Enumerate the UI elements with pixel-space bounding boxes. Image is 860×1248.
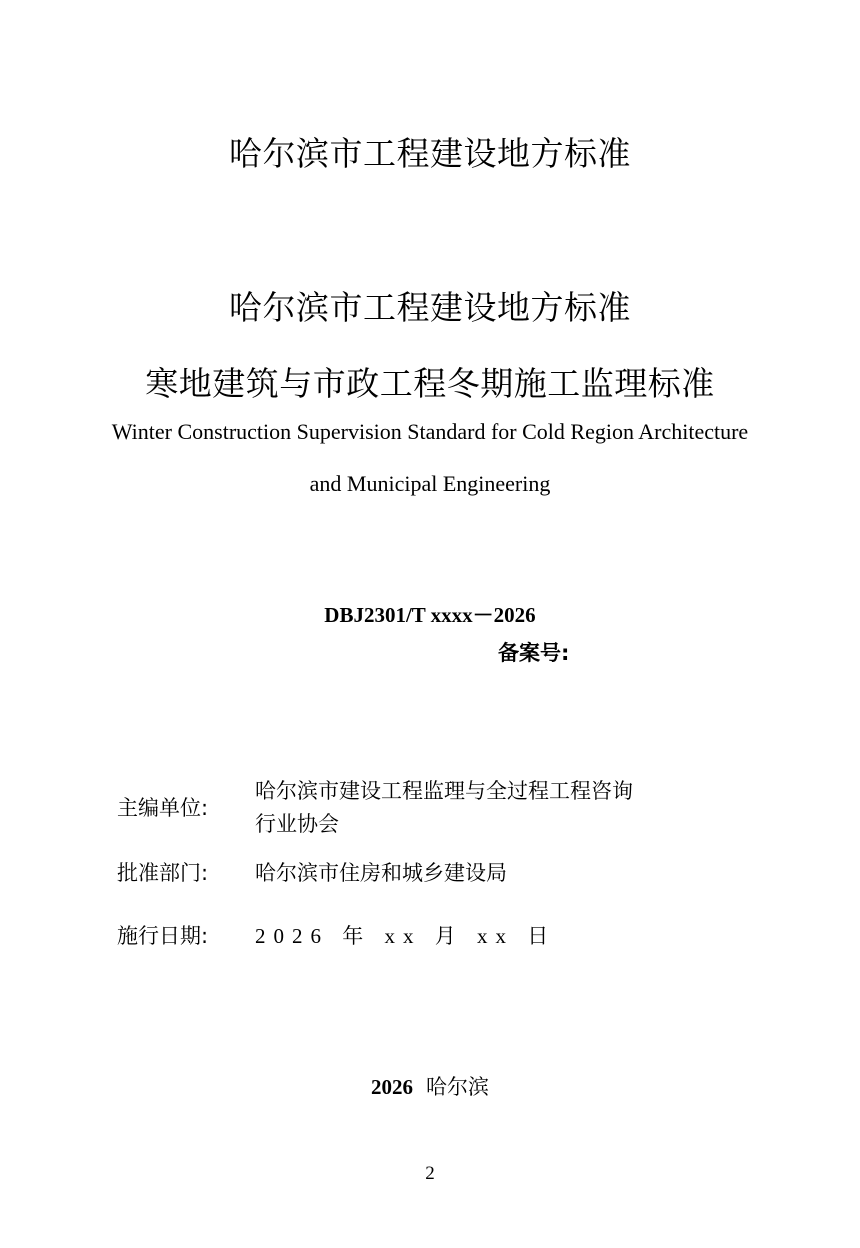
standard-code: DBJ2301/T xxxx－2026 <box>324 603 536 627</box>
footer <box>0 1071 860 1101</box>
standard-title-cn: 寒地建筑与市政工程冬期施工监理标准 <box>145 364 715 403</box>
approver-value: 哈尔滨市住房和城乡建设局 <box>255 861 507 885</box>
main-title: 哈尔滨市工程建设地方标准 <box>229 288 631 327</box>
footer-year: 2026 <box>370 1075 413 1099</box>
editor-value-line1: 哈尔滨市建设工程监理与全过程工程咨询 <box>255 779 633 803</box>
editor-label: 主编单位: <box>117 796 209 820</box>
standard-title-en-line1: Winter Construction Supervision Standard for Cold Region Architecture <box>111 419 749 444</box>
approver-label: 批准部门: <box>117 861 209 885</box>
standard-title-en-line2: and Municipal Engineering <box>309 471 551 496</box>
footer-city: 哈尔滨 <box>426 1075 490 1099</box>
filing-number-label: 备案号: <box>498 641 570 665</box>
date-value: 2026 年 xx 月 xx 日 <box>255 924 557 948</box>
page-number: 2 <box>425 1163 435 1184</box>
date-label: 施行日期: <box>117 924 209 948</box>
header-title: 哈尔滨市工程建设地方标准 <box>229 134 631 173</box>
editor-value-line2: 行业协会 <box>255 812 339 836</box>
